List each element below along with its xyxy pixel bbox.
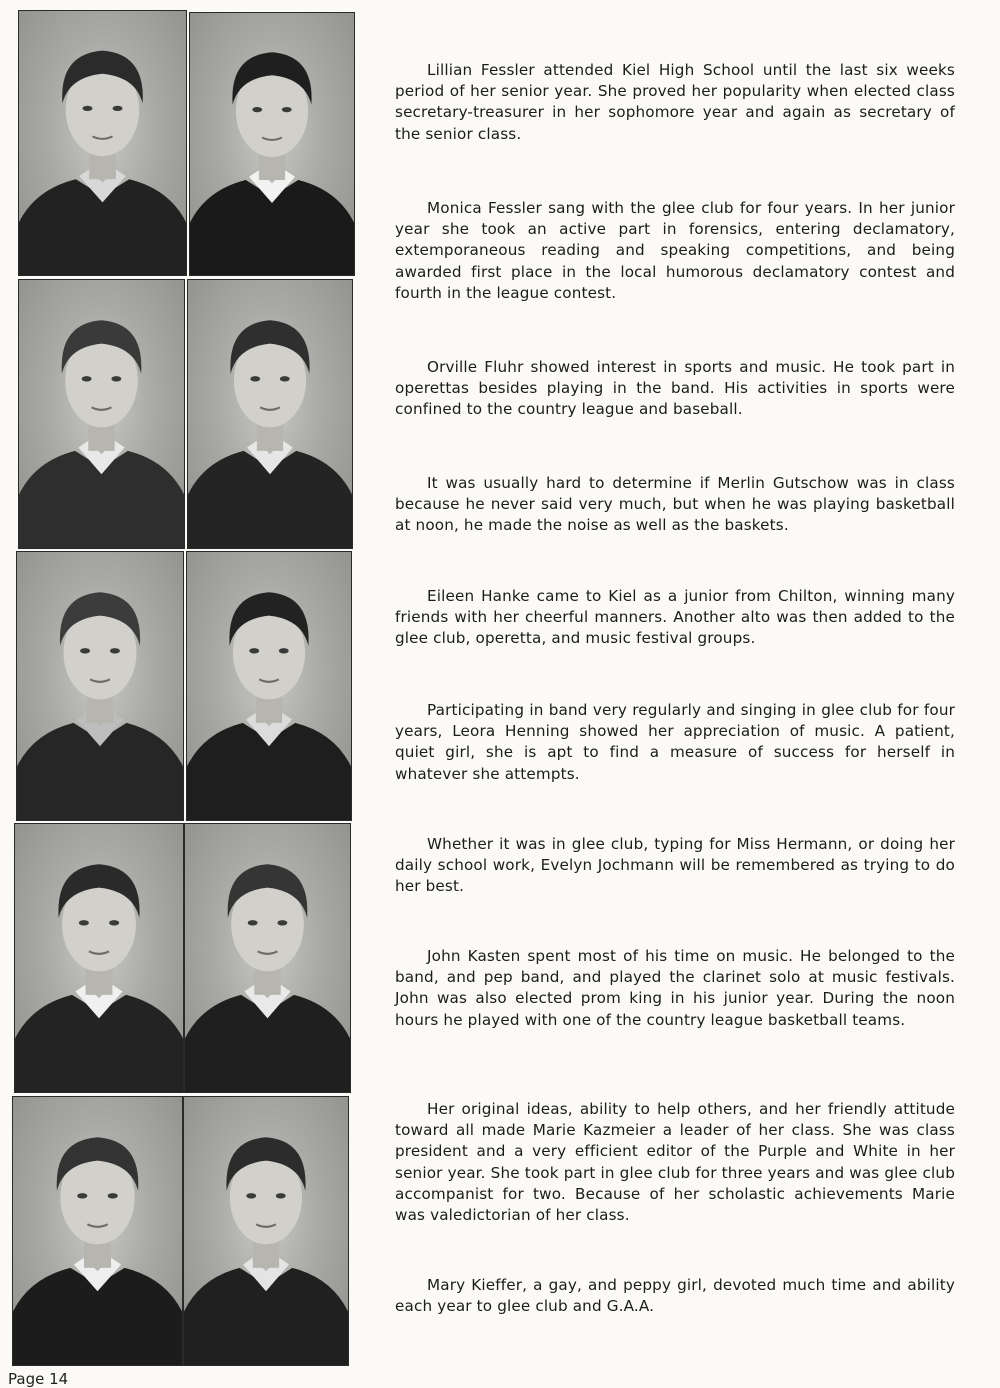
portrait-eye-left xyxy=(246,1193,256,1198)
portrait-eye-left xyxy=(79,920,89,925)
portrait-eye-left xyxy=(248,920,258,925)
portrait-eye-left xyxy=(82,376,92,381)
portrait-eye-left xyxy=(250,376,260,381)
portrait-eye-right xyxy=(113,106,123,111)
portrait-evelyn-jochmann xyxy=(14,823,184,1093)
portrait-eye-right xyxy=(111,376,121,381)
bio-john-kasten: John Kasten spent most of his time on music. He belonged to the band, and pep band, and played the clarinet solo at music festivals. John was also elected prom king in his junior year. During the noon hours he played with one of the country league basketball teams. xyxy=(395,947,955,1029)
page-number: Page 14 xyxy=(8,1370,69,1388)
bio-orville-fluhr: Orville Fluhr showed interest in sports and music. He took part in operettas besides playing in the band. His activities in sports were confined to the country league and baseball. xyxy=(395,358,955,419)
bio-leora-henning: Participating in band very regularly and singing in glee club for four years, Leora Henning showed her appreciation of music. A patient, quiet girl, she is apt to find a measure of success for herself in whatever she attempts. xyxy=(395,701,955,783)
portrait-eye-left xyxy=(82,106,92,111)
portrait-eye-right xyxy=(276,1193,286,1198)
portrait-monica-fessler xyxy=(189,12,355,276)
bio-evelyn-jochmann: Whether it was in glee club, typing for Miss Hermann, or doing her daily school work, Evelyn Jochmann will be remembered as trying to do her best. xyxy=(395,835,955,896)
bio-lillian-fessler: Lillian Fessler attended Kiel High School until the last six weeks period of her senior year. She proved her popularity when elected class secretary-treasurer in her sophomore year and again as secretary of the senior class. xyxy=(395,61,955,143)
portrait-mary-kieffer xyxy=(183,1096,349,1366)
portrait-eye-right xyxy=(109,920,119,925)
portrait-john-kasten xyxy=(184,823,351,1093)
portrait-eye-right xyxy=(108,1193,118,1198)
portrait-eye-left xyxy=(249,648,259,653)
bio-monica-fessler: Monica Fessler sang with the glee club for four years. In her junior year she took an active part in forensics, entering declamatory, extemporaneous reading and speaking competitions, and being awarded first place in the local humorous declamatory contest and fourth in the league contest. xyxy=(395,199,955,302)
portrait-eye-right xyxy=(279,648,289,653)
portrait-eye-right xyxy=(277,920,287,925)
bio-eileen-hanke: Eileen Hanke came to Kiel as a junior from Chilton, winning many friends with her cheerful manners. Another alto was then added to the glee club, operetta, and music festival groups. xyxy=(395,587,955,648)
portrait-eileen-hanke xyxy=(16,551,184,821)
portrait-eye-left xyxy=(77,1193,87,1198)
portrait-marie-kazmeier xyxy=(12,1096,183,1366)
bio-merlin-gutschow: It was usually hard to determine if Merlin Gutschow was in class because he never said very much, but when he was playing basketball at noon, he made the noise as well as the baskets. xyxy=(395,474,955,535)
portrait-eye-right xyxy=(110,648,120,653)
portrait-merlin-gutschow xyxy=(187,279,353,549)
portrait-lillian-fessler xyxy=(18,10,187,276)
portrait-leora-henning xyxy=(186,551,352,821)
portrait-eye-left xyxy=(80,648,90,653)
portrait-orville-fluhr xyxy=(18,279,185,549)
portrait-eye-right xyxy=(282,107,292,112)
portrait-eye-left xyxy=(252,107,262,112)
portrait-eye-right xyxy=(280,376,290,381)
bio-mary-kieffer: Mary Kieffer, a gay, and peppy girl, devoted much time and ability each year to glee club and G.A.A. xyxy=(395,1276,955,1316)
bio-marie-kazmeier: Her original ideas, ability to help others, and her friendly attitude toward all made Marie Kazmeier a leader of her class. She was class president and a very efficient editor of the Purple and White in her senior year. She took part in glee club for three years and was glee club accompanist for two. Because of her scholastic achievements Marie was valedictorian of her class. xyxy=(395,1100,955,1225)
